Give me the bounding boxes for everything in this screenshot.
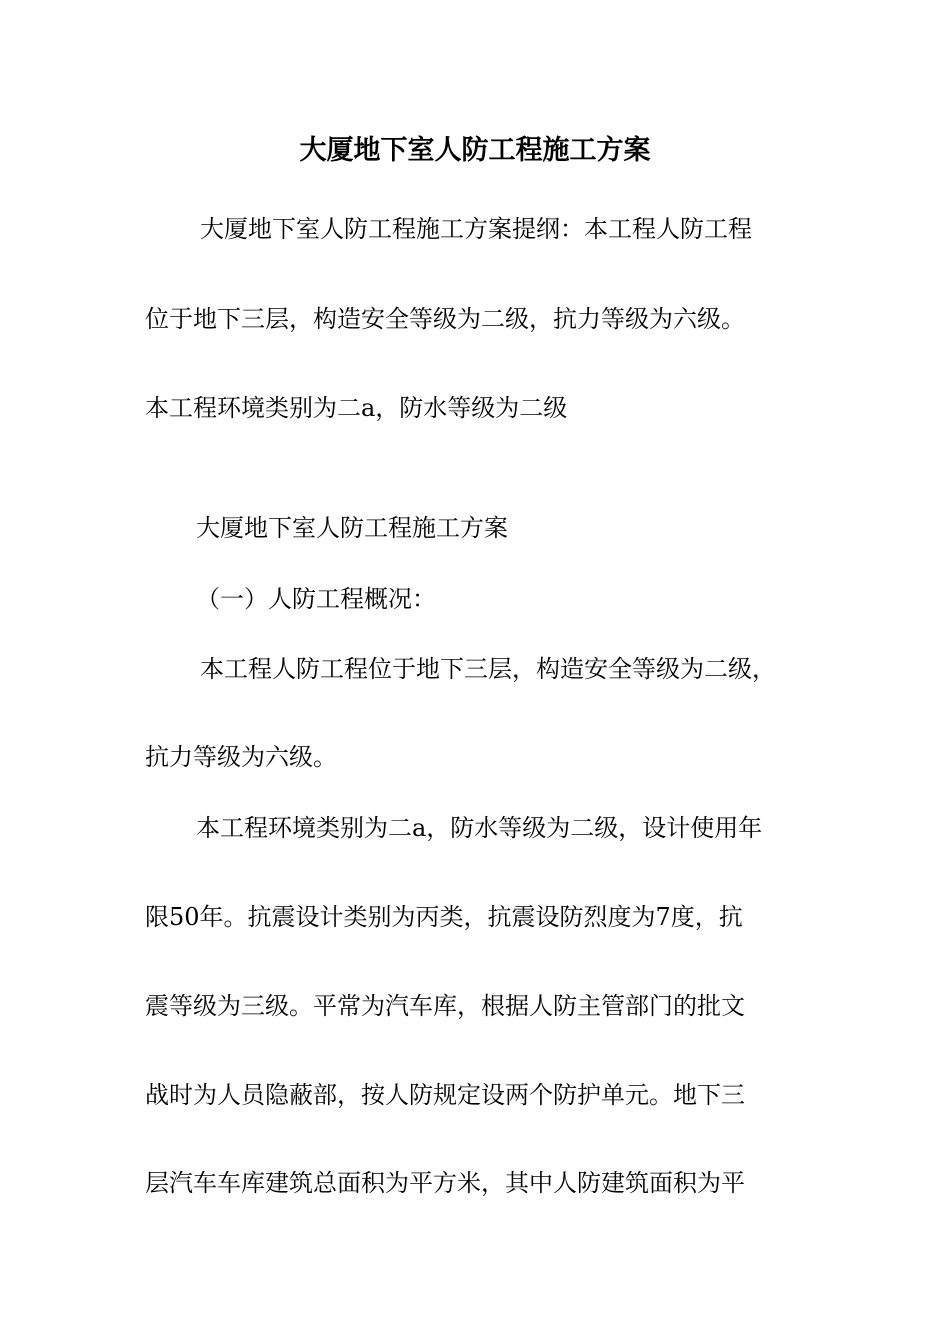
paragraph1-line-1: 本工程人防工程位于地下三层，构造安全等级为二级， <box>200 655 776 683</box>
outline-line-3: 本工程环境类别为二a，防水等级为二级 <box>145 394 568 422</box>
outline-line-1: 大厦地下室人防工程施工方案提纲：本工程人防工程 <box>200 215 752 243</box>
paragraph2-line-1: 本工程环境类别为二a，防水等级为二级，设计使用年 <box>196 814 763 842</box>
document-subtitle: 大厦地下室人防工程施工方案 <box>196 514 508 542</box>
paragraph2-line-2: 限50年。抗震设计类别为丙类，抗震设防烈度为7度，抗 <box>145 903 743 931</box>
paragraph2-line-5: 层汽车车库建筑总面积为平方米，其中人防建筑面积为平 <box>145 1169 745 1197</box>
paragraph2-line-3: 震等级为三级。平常为汽车库，根据人防主管部门的批文 <box>145 992 745 1020</box>
section-heading: （一）人防工程概况： <box>196 585 436 613</box>
paragraph1-line-2: 抗力等级为六级。 <box>145 743 337 771</box>
document-title: 大厦地下室人防工程施工方案 <box>299 135 651 166</box>
outline-line-2: 位于地下三层，构造安全等级为二级，抗力等级为六级。 <box>145 305 745 333</box>
paragraph2-line-4: 战时为人员隐蔽部，按人防规定设两个防护单元。地下三 <box>145 1081 745 1109</box>
